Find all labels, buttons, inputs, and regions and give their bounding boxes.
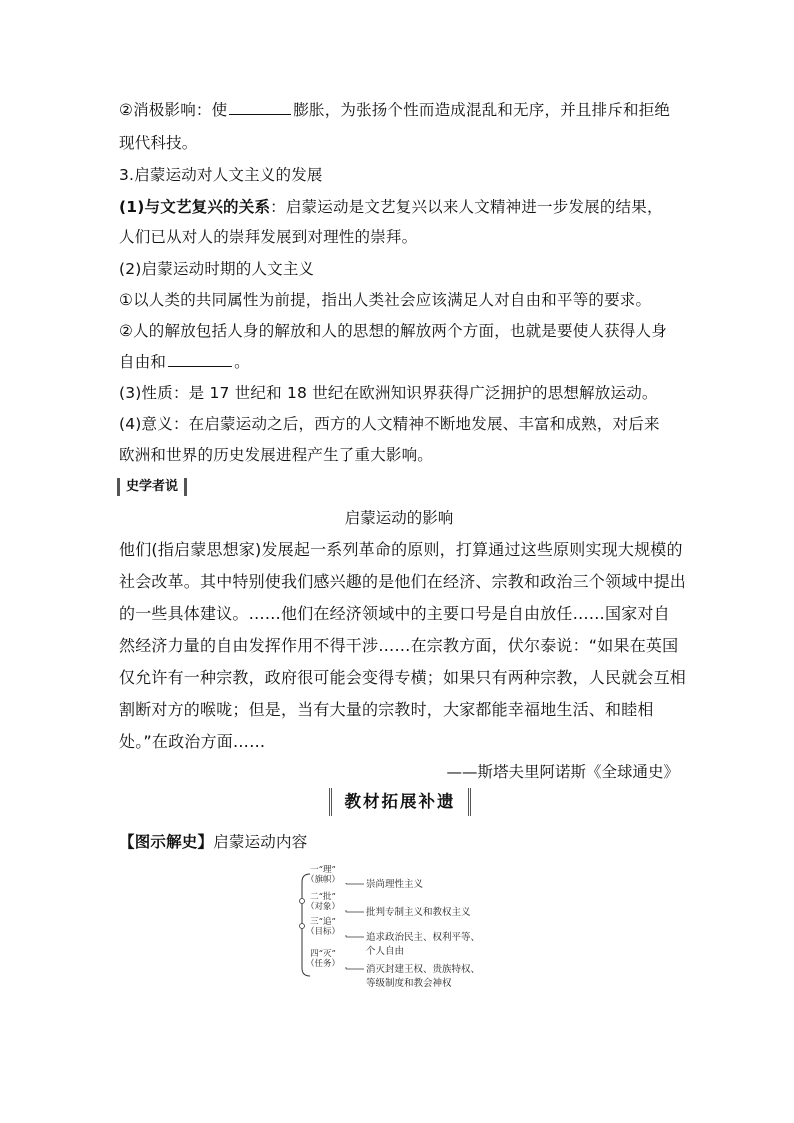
significance-line1: (4)意义：在启蒙运动之后，西方的人文精神不断地发展、丰富和成熟，对后来 [119,415,660,433]
diagram-node-label: 三“追” [310,917,336,927]
text-fragment: 膨胀，为张扬个性而造成混乱和无序，并且排斥和拒绝 [293,101,671,119]
diagram-joint [300,924,305,929]
diagram-caption [119,831,679,853]
relation-label: (1)与文艺复兴的关系 [119,198,271,216]
relation-line1 [119,196,679,218]
section-banner: 教材拓展补遗 [329,788,471,816]
enlightenment-humanism-title: (2)启蒙运动时期的人文主义 [119,260,315,278]
quote-line: 处。”在政治方面…… [119,732,266,751]
diagram-label: 【图示解史】 [119,833,214,851]
negative-impact-line2: 现代科技。 [119,134,198,152]
quote-line: 社会改革。其中特别使我们感兴趣的是他们在经济、宗教和政治三个领域中提出 [119,572,687,591]
enlightenment-content-diagram [290,860,520,992]
diagram-topic: 启蒙运动内容 [213,833,308,851]
historian-tag: 史学者说 [117,478,187,496]
fill-in-blank[interactable] [229,99,291,115]
diagram-description: 消灭封建王权、贵族特权、 [366,964,481,975]
diagram-description: 等级制度和教会神权 [366,978,452,989]
diagram-node-label: 一“理” [310,865,336,875]
negative-impact-line1 [119,99,679,121]
relation-line2: 人们已从对人的崇拜发展到对理性的崇拜。 [119,228,418,246]
diagram-description: 批判专制主义和教权主义 [366,907,471,918]
text-fragment: ②消极影响：使 [119,101,228,119]
diagram-node-sublabel: （任务） [305,959,341,969]
diagram-node-sublabel: （目标） [305,927,341,937]
significance-line2: 欧洲和世界的历史发展进程产生了重大影响。 [119,446,434,464]
quote-line: 仅允许有一种宗教，政府很可能会变得专横；如果只有两种宗教，人民就会互相 [119,668,687,687]
humanism-item-2: ②人的解放包括人身的解放和人的思想的解放两个方面，也就是要使人获得人身 [119,322,667,340]
diagram-description: 崇尚理性主义 [366,879,424,890]
diagram-description: 个人自由 [366,946,405,957]
quote-line: 然经济力量的自由发挥作用不得干涉……在宗教方面，伏尔泰说：“如果在英国 [119,636,679,655]
text-fragment: 。 [234,353,250,371]
quote-title: 启蒙运动的影响 [344,509,454,527]
diagram-description: 追求政治民主、权利平等、 [366,932,481,943]
text-fragment: 自由和 [119,353,167,371]
diagram-node-sublabel: （旗帜） [305,875,341,885]
diagram-node-sublabel: （对象） [305,902,341,912]
fill-in-blank[interactable] [168,351,232,367]
diagram-group [300,864,481,989]
relation-text: ：启蒙运动是文艺复兴以来人文精神进一步发展的结果， [270,198,663,216]
quote-line: 他们(指启蒙思想家)发展起一系列革命的原则，打算通过这些原则实现大规模的 [119,540,683,559]
nature-line: (3)性质：是 17 世纪和 18 世纪在欧洲知识界获得广泛拥护的思想解放运动。 [119,384,658,402]
quote-line: 的一些具体建议。……他们在经济领域中的主要口号是自由放任……国家对自 [119,604,670,623]
diagram-joint [300,899,305,904]
quote-line: 割断对方的喉咙；但是，当有大量的宗教时，大家都能幸福地生活、和睦相 [119,700,654,719]
diagram-node-label: 二“批” [310,892,336,902]
section-3-title: 3.启蒙运动对人文主义的发展 [119,166,323,184]
quote-source: ——斯塔夫里阿诺斯《全球通史》 [446,763,679,781]
humanism-item-1: ①以人类的共同属性为前提，指出人类社会应该满足人对自由和平等的要求。 [119,291,652,309]
humanism-item-2-cont [119,351,679,373]
diagram-node-label: 四“灭” [310,949,336,959]
